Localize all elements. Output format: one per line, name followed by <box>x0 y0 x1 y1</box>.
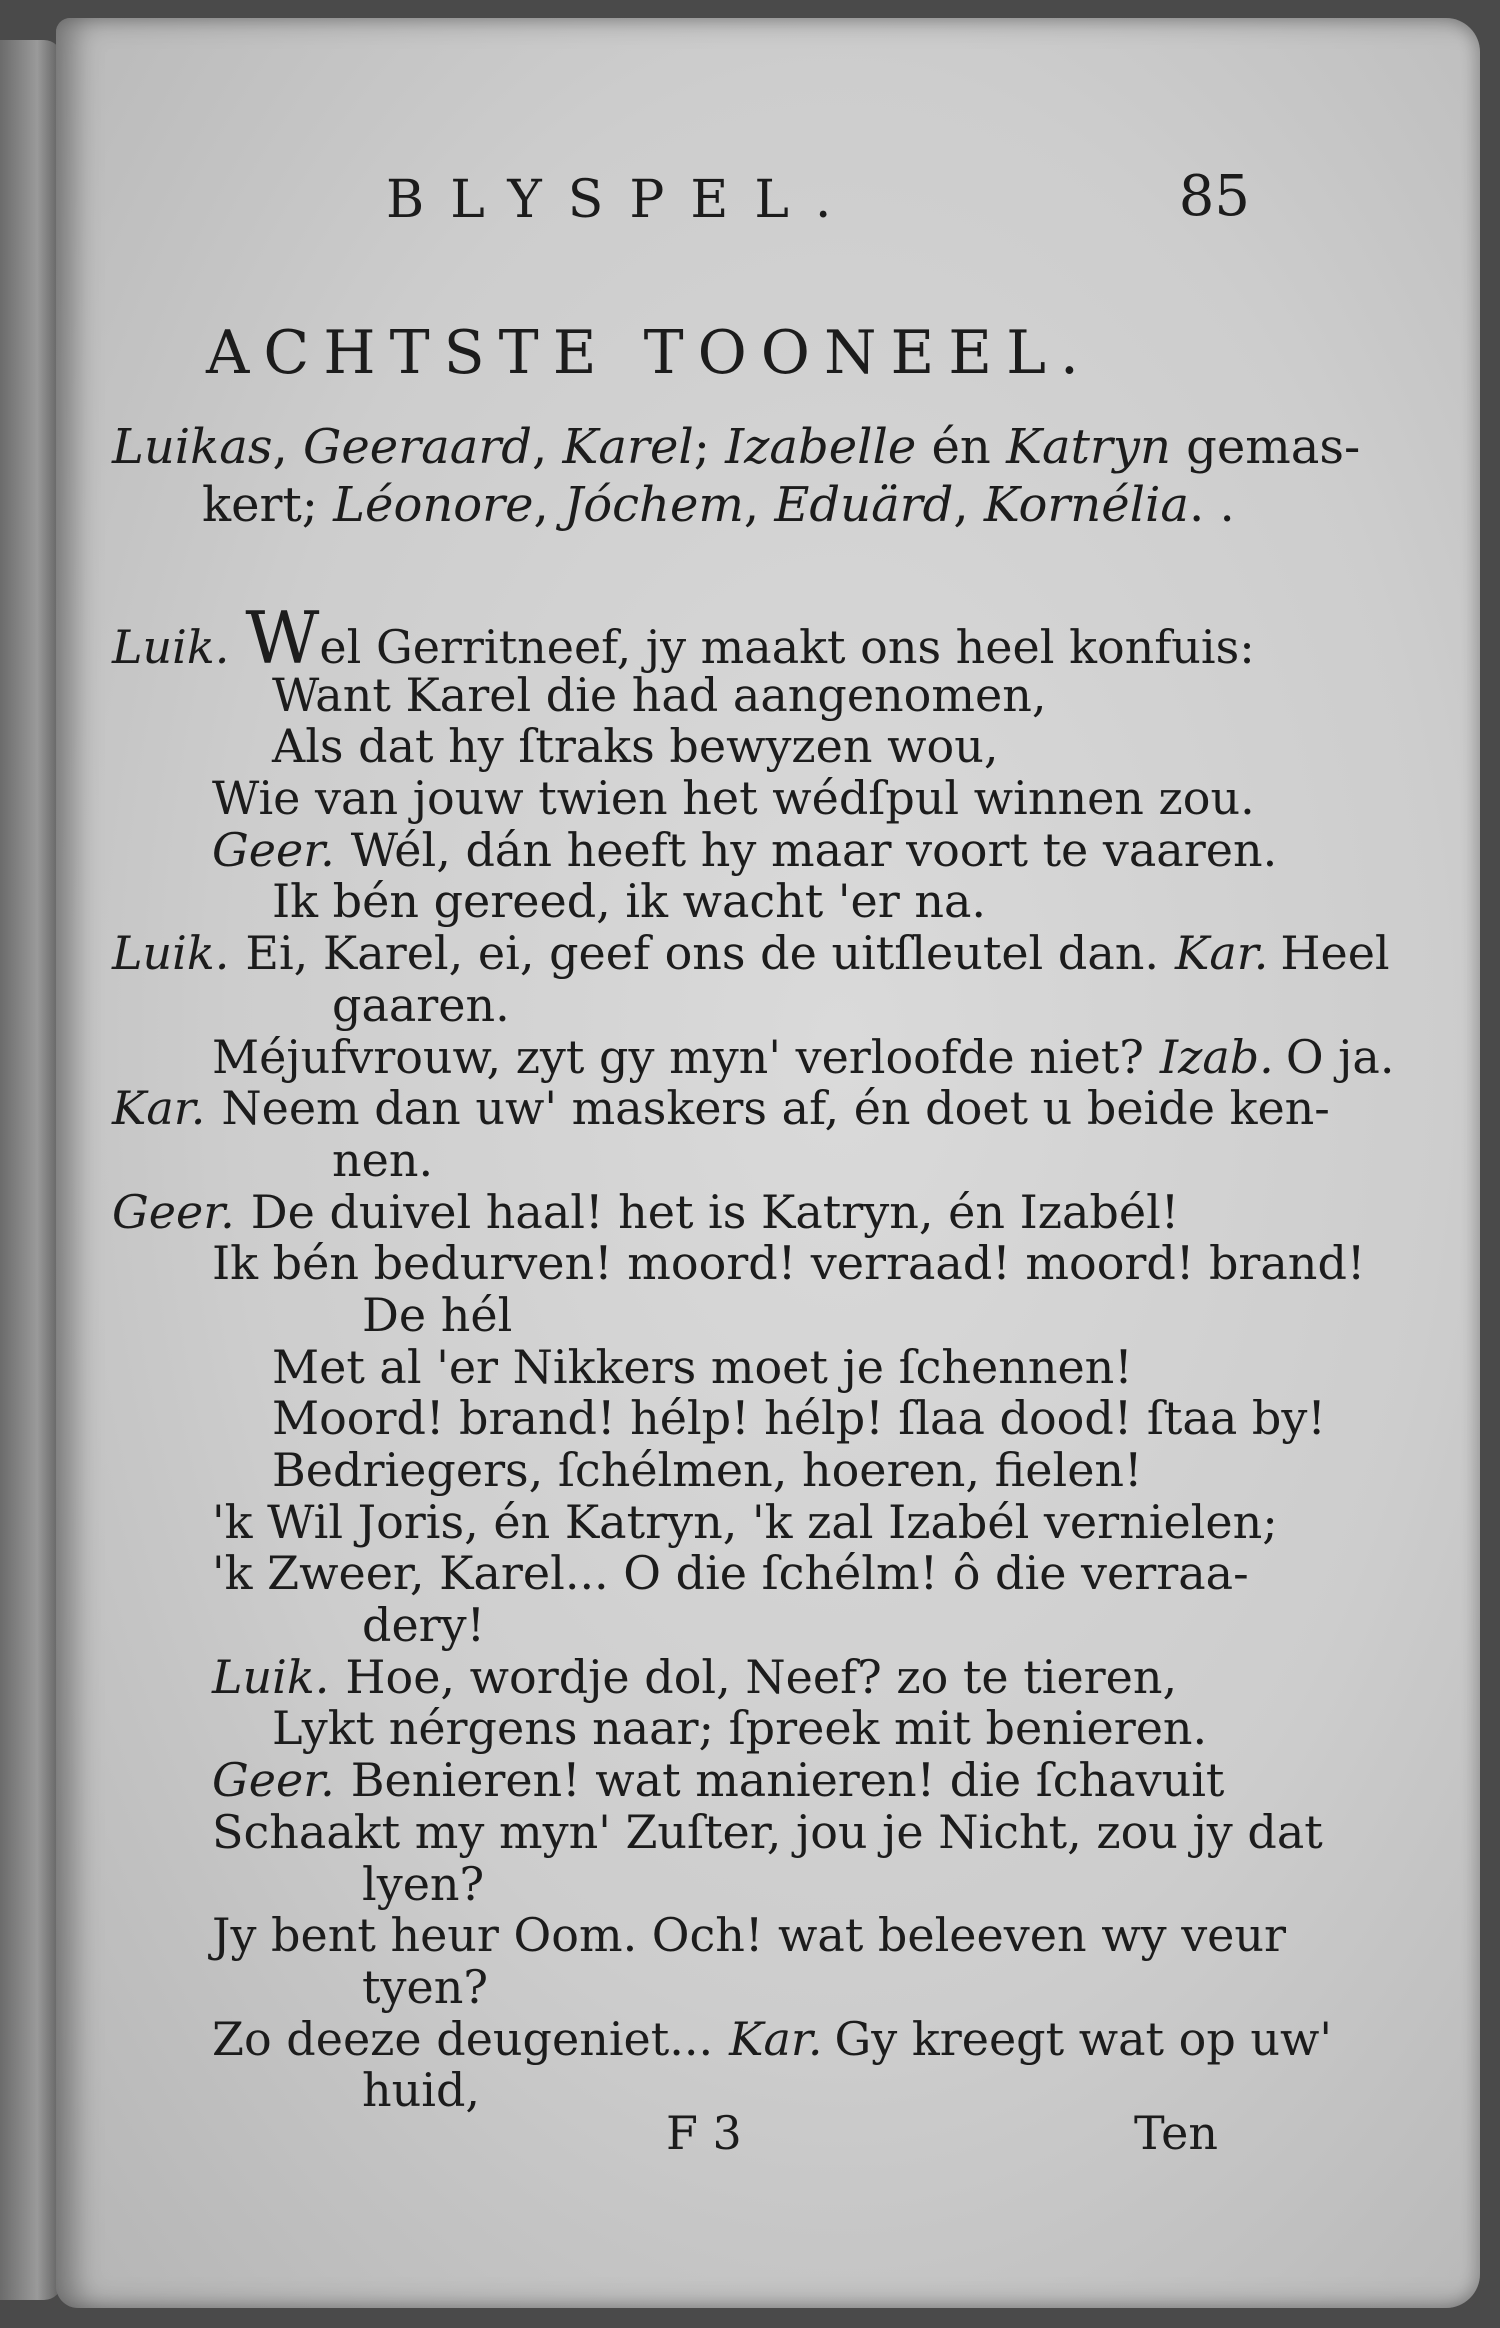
speaker-label: Geer. <box>112 1184 235 1239</box>
verse-line <box>112 822 1292 877</box>
speaker-label: Kar. <box>729 2011 823 2066</box>
cast-text: én <box>916 419 1007 475</box>
cast-text: gemas- <box>1170 419 1361 475</box>
character-name: Jóchem <box>564 477 744 533</box>
verse-line <box>112 2011 1333 2066</box>
line-text: tyen? <box>362 1959 488 2014</box>
line-text: Bedriegers, ſchélmen, hoeren, fielen! <box>272 1443 1143 1497</box>
verse-line <box>112 1287 1292 1342</box>
line-text: gaaren. <box>332 977 510 1032</box>
line-text: Heel <box>1280 926 1390 981</box>
verse-line <box>112 721 1292 773</box>
line-text: Wél, dán heeft hy maar voort te vaaren. <box>350 822 1278 877</box>
initial-letter: W <box>245 596 320 680</box>
speaker-label: Luik. <box>112 926 230 981</box>
speaker-label: Luik. <box>212 1649 330 1704</box>
speaker-label: Izab. <box>1159 1029 1274 1084</box>
verse-line <box>112 1600 1292 1652</box>
line-text: De hél <box>362 1287 513 1342</box>
verse-line <box>112 1494 1292 1549</box>
line-text: Wie van jouw twien het wédſpul winnen zou. <box>212 771 1255 826</box>
cast-text: , <box>743 477 775 533</box>
line-text: Jy bent heur Oom. Och! wat beleeven wy veur <box>212 1908 1287 1963</box>
facing-page-edge <box>0 40 62 2300</box>
speaker-label: Luik. <box>112 620 230 674</box>
line-text: Ei, Karel, ei, geef ons de uitſleutel dan. <box>245 926 1160 981</box>
character-name: Eduärd <box>774 477 954 533</box>
page-number: 85 <box>1178 164 1250 229</box>
verse-line <box>112 1910 1292 1962</box>
verse-line <box>112 1391 1326 1446</box>
line-text: lyen? <box>362 1856 485 1911</box>
cast-text: , <box>953 477 984 533</box>
verse-line <box>112 1339 1292 1394</box>
character-name: Luikas <box>112 419 273 475</box>
verse-line <box>112 977 1292 1032</box>
catchword: Ten <box>1134 2106 1218 2160</box>
verse-line <box>112 1755 1292 1807</box>
verse-line <box>112 773 1292 825</box>
book-page <box>56 18 1480 2308</box>
character-name: Katryn <box>1006 419 1171 475</box>
line-text: Benieren! wat manieren! die ſchavuit <box>350 1753 1225 1808</box>
character-name: Izabelle <box>725 419 917 475</box>
verse-line <box>112 667 1292 722</box>
line-text: Moord! brand! hélp! hélp! ſlaa dood! ſtaa by! <box>272 1391 1326 1446</box>
verse-line <box>112 1236 1366 1291</box>
verse-line <box>112 1132 1292 1187</box>
line-text: 'k Zweer, Karel... O die ſchélm! ô die verraa- <box>212 1546 1249 1601</box>
line-text: Ik bén gereed, ik wacht 'er na. <box>272 874 987 929</box>
verse-line <box>112 1856 1292 1911</box>
speaker-label: Geer. <box>212 822 335 877</box>
speaker-label: Kar. <box>1175 926 1269 981</box>
line-text: 'k Wil Joris, én Katryn, 'k zal Izabél vernielen; <box>212 1494 1278 1549</box>
verse-line <box>112 1959 1292 2014</box>
line-text: Zo deeze deugeniet... <box>212 2011 714 2066</box>
verse-line <box>112 1649 1292 1704</box>
line-text: Ik bén bedurven! moord! verraad! moord! brand! <box>212 1236 1366 1291</box>
line-text: nen. <box>332 1132 434 1187</box>
verse-line <box>112 1703 1292 1755</box>
verse-line <box>112 1804 1323 1859</box>
verse-line <box>112 1548 1292 1600</box>
verse-line <box>112 1081 1330 1136</box>
line-text: Gy kreegt wat op uw' <box>834 2011 1333 2066</box>
line-text: Als dat hy ſtraks bewyzen wou, <box>272 719 999 774</box>
verse-line <box>112 1029 1395 1084</box>
verse-line <box>112 926 1390 981</box>
verse-line <box>112 1184 1292 1239</box>
line-text: O ja. <box>1285 1029 1395 1084</box>
character-name: Léonore <box>333 477 534 533</box>
cast-text: , <box>532 419 563 475</box>
line-text: el Gerritneef, jy maakt ons heel konfuis: <box>319 620 1255 674</box>
cast-line <box>112 476 1292 534</box>
character-name: Geeraard <box>303 419 533 475</box>
line-text: dery! <box>362 1598 486 1653</box>
speaker-label: Geer. <box>212 1753 335 1808</box>
signature-mark: F 3 <box>666 2106 742 2160</box>
line-text: Neem dan uw' maskers af, én doet u beide ken- <box>221 1081 1330 1136</box>
cast-text: . . <box>1188 477 1235 533</box>
line-text: Met al 'er Nikkers moet je ſchennen! <box>272 1339 1133 1394</box>
line-text: Lykt nérgens naar; ſpreek mit benieren. <box>272 1701 1208 1756</box>
cast-text: kert; <box>202 477 334 533</box>
cast-list <box>112 418 1361 534</box>
line-text: Schaakt my myn' Zuſter, jou je Nicht, zou jy dat <box>212 1804 1323 1859</box>
line-text: Hoe, wordje dol, Neef? zo te tieren, <box>345 1649 1178 1704</box>
verse-line <box>112 876 1292 928</box>
scene-title: ACHTSTE TOONEEL. <box>206 318 1093 388</box>
cast-text: , <box>272 419 303 475</box>
line-text: Méjufvrouw, zyt gy myn' verloofde niet? <box>212 1029 1144 1084</box>
character-name: Karel <box>562 419 694 475</box>
verse-text <box>112 596 1395 2118</box>
line-text: De duivel haal! het is Katryn, én Izabél! <box>250 1184 1180 1239</box>
verse-line <box>112 1445 1292 1497</box>
cast-text: ; <box>693 419 726 475</box>
line-text: huid, <box>362 2063 481 2118</box>
speaker-label: Kar. <box>112 1081 206 1136</box>
character-name: Kornélia <box>983 477 1189 533</box>
cast-text: , <box>533 477 565 533</box>
verse-line <box>112 596 1292 680</box>
line-text: Want Karel die had aangenomen, <box>272 667 1047 722</box>
cast-line <box>112 418 1361 476</box>
running-head: BLYSPEL. <box>386 170 858 230</box>
